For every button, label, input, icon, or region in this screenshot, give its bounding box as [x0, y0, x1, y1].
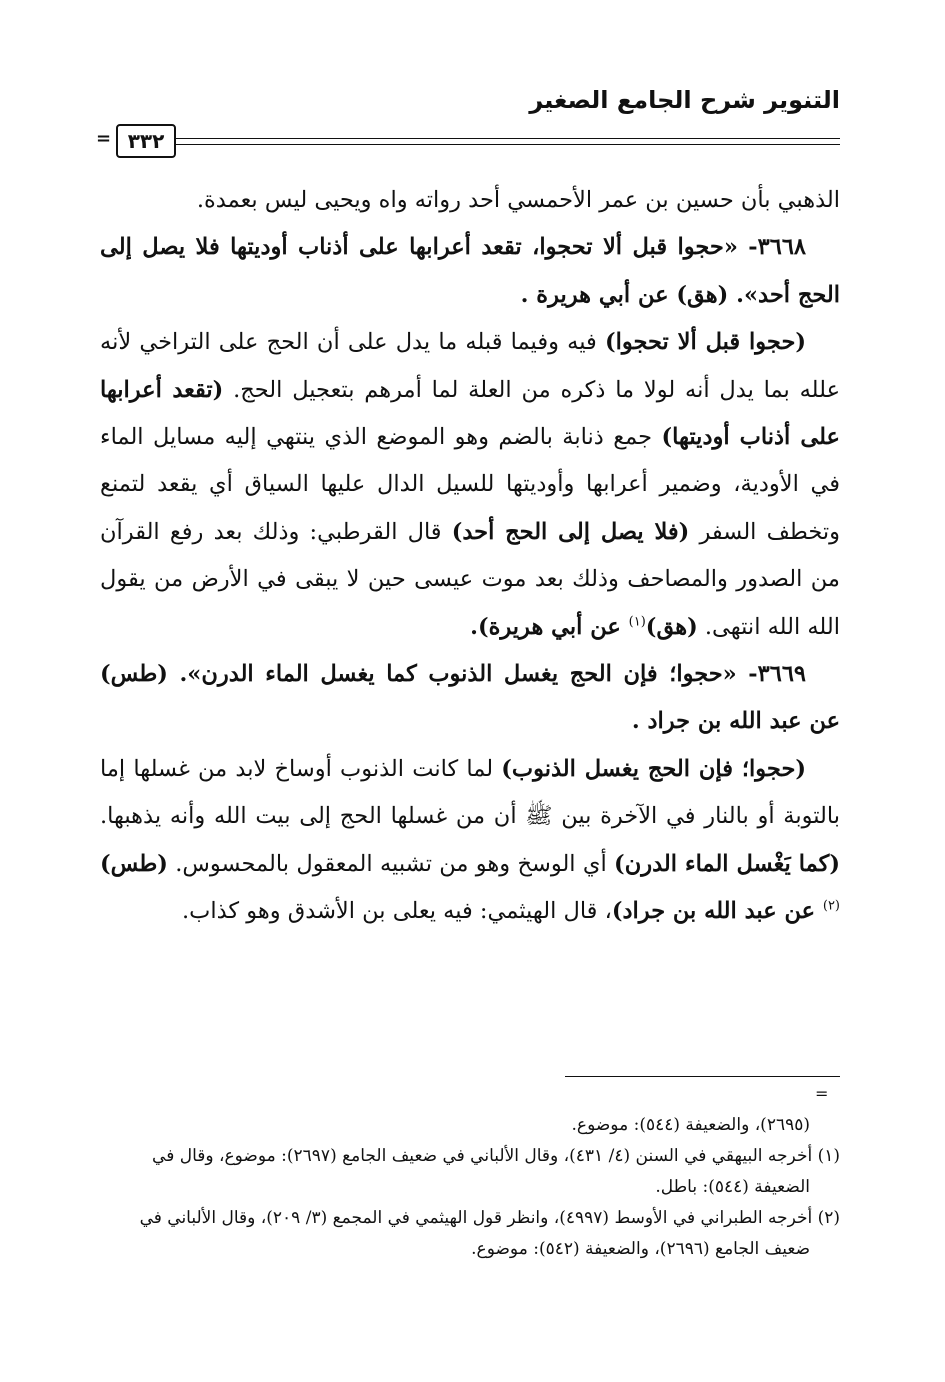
hadith-3668	[100, 224, 840, 319]
text: فيه وفيما قبله ما يدل على أن الحج على التراخي لأنه علله بما يدل أنه لولا ما ذكره من العلة لما أمرهم بتعجيل الحج.	[100, 329, 840, 403]
footnotes	[100, 1110, 840, 1265]
footnote-separator	[565, 1076, 840, 1077]
source-code: (هق)	[645, 613, 698, 640]
text: لما كانت الذنوب أوساخ لابد من غسلها إما بالتوبة أو بالنار في الآخرة بين ﷺ أن من غسلها الحج إلى بيت الله وأنه يذهبها.	[100, 755, 840, 830]
page-number-box	[116, 124, 176, 158]
footnote-ref-2[interactable]: (٢)	[822, 898, 840, 914]
commentary-3668	[100, 319, 840, 651]
commentary-3669	[100, 746, 840, 936]
text: قال القرطبي: وذلك بعد رفع القرآن من الصدور والمصاحف وذلك بعد موت عيسى حين لا يبقى في الأرض من يقول الله الله انتهى.	[100, 518, 840, 640]
running-title: التنوير شرح الجامع الصغير	[529, 86, 840, 114]
hadith-3668-source: . (هق) عن أبي هريرة .	[520, 281, 744, 308]
hadith-3668-text: ٣٦٦٨- «حجوا قبل ألا تحجوا، تقعد أعرابها على أذناب أوديتها فلا يصل إلى الحج أحد»	[100, 234, 840, 308]
footnote-continuation: (٢٦٩٥)، والضعيفة (٥٤٤): موضوع.	[571, 1115, 810, 1135]
quote: (حجوا قبل ألا تحجوا)	[604, 329, 807, 356]
footnote-2: (٢) أخرجه الطبراني في الأوسط (٤٩٩٧)، وانظر قول الهيثمي في المجمع (٣/ ٢٠٩)، وقال الألباني في ضعيف الجامع (٢٦٩٦)، والضعيفة (٥٤٢): موضوع.	[139, 1208, 840, 1259]
source-code: (طس)	[100, 850, 168, 877]
quote: (فلا يصل إلى الحج أحد)	[451, 518, 690, 545]
page-number: ٣٣٢	[127, 129, 165, 153]
quote: (تقعد أعرابها على أذناب أوديتها)	[100, 376, 840, 451]
narrator: عن أبي هريرة).	[470, 613, 629, 640]
quote: (كما يَغْسل الماء الدرن)	[614, 850, 840, 877]
hadith-3669-text: ٣٦٦٩- «حجوا؛ فإن الحج يغسل الذنوب كما يغسل الماء الدرن». (طس) عن عبد الله بن جراد .	[100, 661, 840, 735]
narrator: عن عبد الله بن جراد)	[611, 898, 823, 925]
page-header	[96, 62, 840, 162]
quote: (حجوا؛ فإن الحج يغسل الذنوب)	[501, 755, 807, 782]
text: ، قال الهيثمي: فيه يعلى بن الأشدق وهو كذاب.	[182, 898, 612, 925]
footnote-1: (١) أخرجه البيهقي في السنن (٤/ ٤٣١)، وقال الألباني في ضعيف الجامع (٢٦٩٧): موضوع، وقال في الضعيفة (٥٤٤): باطل.	[152, 1146, 840, 1197]
continued-line: الذهبي بأن حسين بن عمر الأحمسي أحد رواته واه ويحيى ليس بعمدة.	[196, 187, 840, 213]
hadith-3669	[100, 651, 840, 746]
main-text	[100, 177, 840, 936]
header-rule-bottom	[176, 144, 840, 145]
text: جمع ذنابة بالضم وهو الموضع الذي ينتهي إليه مسايل الماء في الأودية، وضمير أعرابها وأوديتها للسيل الدال عليها السياق أي يقعد لتمنع وتخطف السفر	[100, 424, 840, 545]
header-rule-top	[176, 138, 840, 139]
footnote-ref-1[interactable]: (١)	[628, 614, 646, 630]
text: أي الوسخ وهو من تشبيه المعقول بالمحسوس.	[167, 850, 615, 877]
page-mark: =	[96, 128, 112, 149]
footnote-continuation-mark: =	[815, 1084, 829, 1103]
